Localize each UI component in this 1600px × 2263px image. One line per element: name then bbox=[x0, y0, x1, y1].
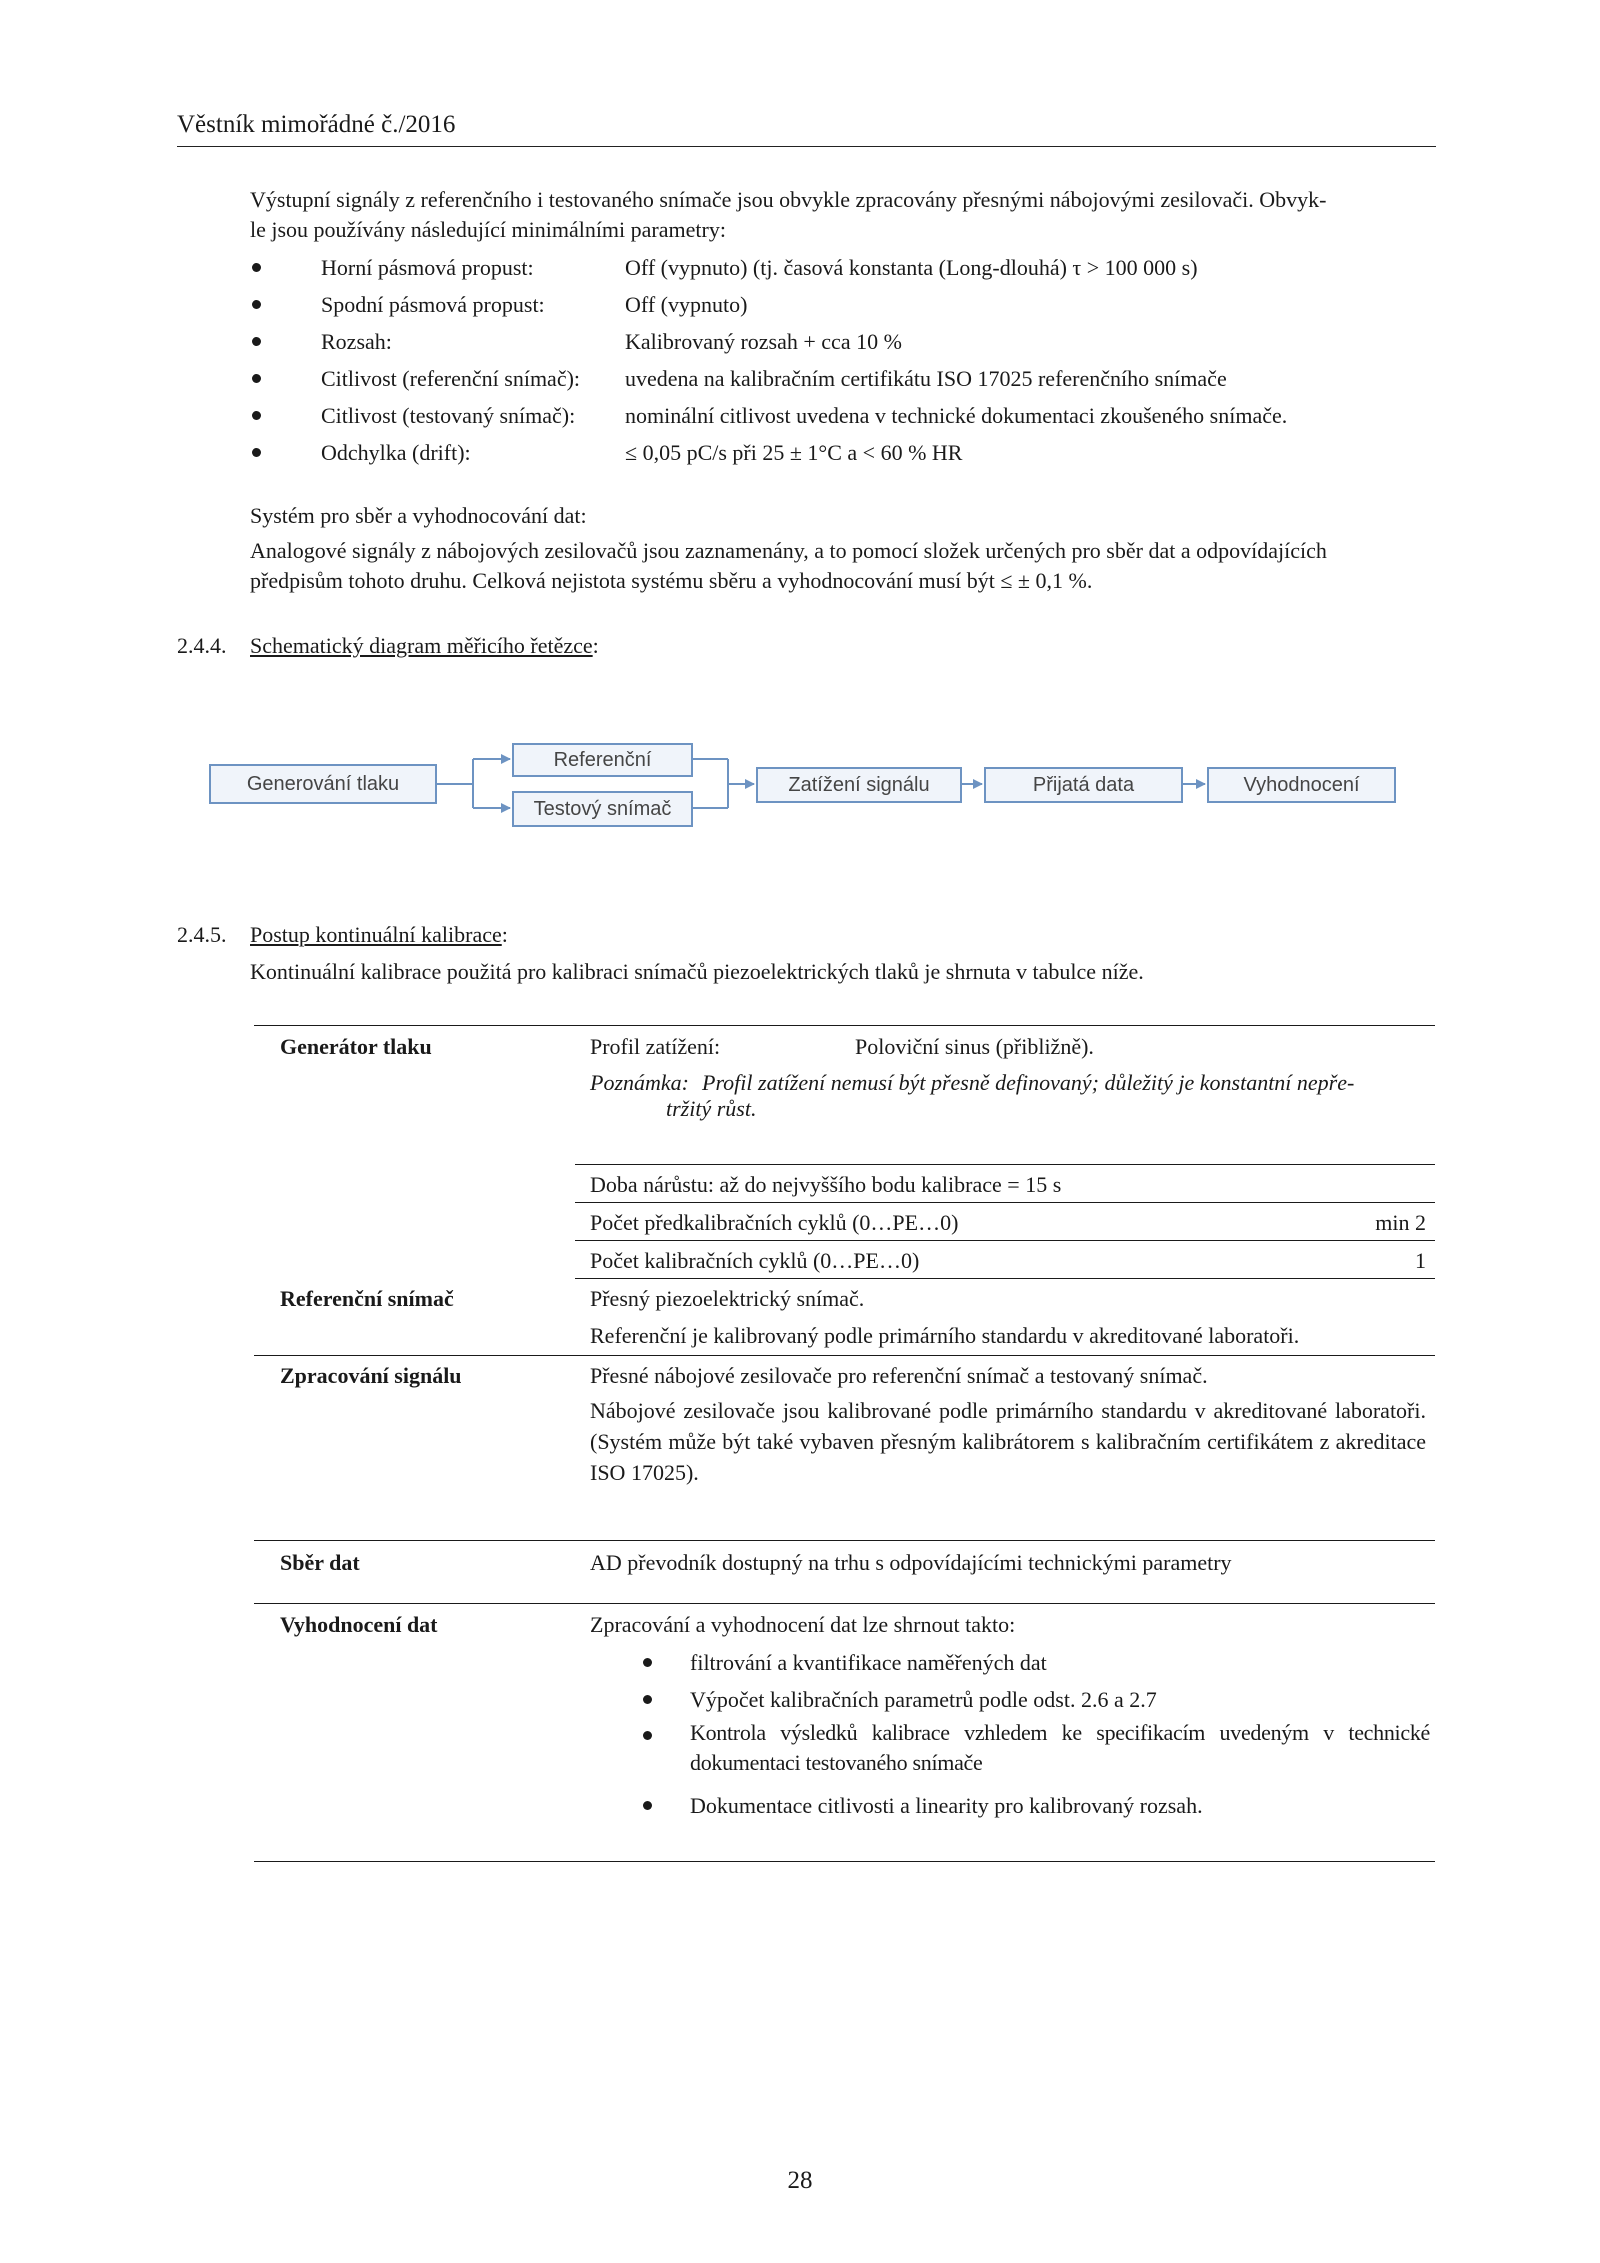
param-value: ≤ 0,05 pC/s při 25 ± 1°C a < 60 % HR bbox=[625, 440, 963, 465]
row-label-processing: Zpracování signálu bbox=[280, 1363, 462, 1388]
rise-time: Doba nárůstu: až do nejvyššího bodu kalibrace = 15 s bbox=[590, 1172, 1062, 1197]
row-label-generator: Generátor tlaku bbox=[280, 1034, 432, 1059]
param-label: Citlivost (referenční snímač): bbox=[321, 366, 581, 391]
bullet-icon bbox=[643, 1731, 652, 1740]
reference-line-2: Referenční je kalibrovaný podle primárního standardu v akreditované laboratoři. bbox=[590, 1323, 1300, 1348]
intro-line-2: le jsou používány následující minimálními parametry: bbox=[250, 217, 726, 242]
table-rule bbox=[254, 1355, 1435, 1356]
daq-line-1: Analogové signály z nábojových zesilovačů jsou zaznamenány, a to pomocí složek určených pro sběr dat a odpovídajících bbox=[250, 538, 1327, 563]
table-rule bbox=[254, 1861, 1435, 1862]
param-label: Spodní pásmová propust: bbox=[321, 292, 545, 317]
table-rule bbox=[575, 1240, 1435, 1241]
evaluation-item: Dokumentace citlivosti a linearity pro kalibrovaný rozsah. bbox=[690, 1793, 1203, 1818]
box-generovani-tlaku: Generování tlaku bbox=[209, 764, 437, 804]
cal-cycles-label: Počet kalibračních cyklů (0…PE…0) bbox=[590, 1248, 920, 1273]
param-value: nominální citlivost uvedena v technické dokumentaci zkoušeného snímače. bbox=[625, 403, 1288, 428]
bullet-icon bbox=[643, 1801, 652, 1810]
processing-paragraph: Nábojové zesilovače jsou kalibrované podle primárního standardu v akreditované laboratoři. (Systém může být také vybaven přesným kalibrátorem s kalibračním certifikátem z akreditace ISO 17025). bbox=[590, 1398, 1426, 1485]
table-rule bbox=[575, 1278, 1435, 1279]
evaluation-item: Kontrola výsledků kalibrace vzhledem ke specifikacím uvedeným v technické dokumentaci testovaného snímače bbox=[690, 1720, 1430, 1775]
param-label: Horní pásmová propust: bbox=[321, 255, 534, 280]
box-referencni: Referenční bbox=[512, 743, 693, 777]
intro-line-1: Výstupní signály z referenčního i testovaného snímače jsou obvykle zpracovány přesnými nábojovými zesilovači. Obvyk- bbox=[250, 187, 1327, 212]
param-value: Off (vypnuto) bbox=[625, 292, 748, 317]
section-title: Postup kontinuální kalibrace bbox=[250, 922, 502, 947]
row-label-acquisition: Sběr dat bbox=[280, 1550, 360, 1575]
evaluation-item: filtrování a kvantifikace naměřených dat bbox=[690, 1650, 1047, 1675]
param-label: Rozsah: bbox=[321, 329, 392, 354]
profile-label: Profil zatížení: bbox=[590, 1034, 721, 1059]
section-number: 2.4.5. bbox=[177, 922, 227, 947]
profile-value: Poloviční sinus (přibližně). bbox=[855, 1034, 1094, 1059]
daq-line-2: předpisům tohoto druhu. Celková nejistota systému sběru a vyhodnocování musí být ≤ ± 0,1 %. bbox=[250, 568, 1093, 593]
evaluation-intro: Zpracování a vyhodnocení dat lze shrnout takto: bbox=[590, 1612, 1016, 1637]
table-rule bbox=[575, 1202, 1435, 1203]
param-value: uvedena na kalibračním certifikátu ISO 17025 referenčního snímače bbox=[625, 366, 1227, 391]
note-line-1: Profil zatížení nemusí být přesně definovaný; důležitý je konstantní nepře- bbox=[702, 1070, 1355, 1095]
box-testovy-snimac: Testový snímač bbox=[512, 791, 693, 827]
bullet-icon bbox=[643, 1695, 652, 1704]
section-title-colon: : bbox=[592, 633, 599, 658]
note-label: Poznámka: bbox=[590, 1070, 689, 1095]
box-prijata-data: Přijatá data bbox=[984, 767, 1183, 803]
daq-heading: Systém pro sběr a vyhodnocování dat: bbox=[250, 503, 587, 528]
row-label-evaluation: Vyhodnocení dat bbox=[280, 1612, 438, 1637]
processing-line-1: Přesné nábojové zesilovače pro referenční snímač a testovaný snímač. bbox=[590, 1363, 1208, 1388]
note-line-2: tržitý růst. bbox=[666, 1096, 757, 1121]
bullet-icon bbox=[643, 1658, 652, 1667]
cal-cycles-value: 1 bbox=[1415, 1248, 1426, 1273]
param-value: Kalibrovaný rozsah + cca 10 % bbox=[625, 329, 902, 354]
section-text: Kontinuální kalibrace použitá pro kalibraci snímačů piezoelektrických tlaků je shrnuta v tabulce níže. bbox=[250, 959, 1144, 984]
table-rule bbox=[575, 1164, 1435, 1165]
table-rule bbox=[254, 1603, 1435, 1604]
section-title-colon: : bbox=[501, 922, 508, 947]
evaluation-item: Výpočet kalibračních parametrů podle odst. 2.6 a 2.7 bbox=[690, 1687, 1157, 1712]
box-vyhodnoceni: Vyhodnocení bbox=[1207, 767, 1396, 803]
page-number: 28 bbox=[787, 2167, 813, 2194]
box-zatizeni-signalu: Zatížení signálu bbox=[756, 767, 962, 803]
table-rule bbox=[254, 1025, 1435, 1026]
running-header: Věstník mimořádné č./2016 bbox=[177, 111, 456, 138]
section-title: Schematický diagram měřicího řetězce bbox=[250, 633, 593, 658]
section-heading bbox=[250, 917, 508, 953]
row-label-reference: Referenční snímač bbox=[280, 1286, 454, 1311]
section-number: 2.4.4. bbox=[177, 633, 227, 658]
reference-line-1: Přesný piezoelektrický snímač. bbox=[590, 1286, 865, 1311]
param-label: Odchylka (drift): bbox=[321, 440, 471, 465]
param-label: Citlivost (testovaný snímač): bbox=[321, 403, 576, 428]
precal-cycles-label: Počet předkalibračních cyklů (0…PE…0) bbox=[590, 1210, 959, 1235]
param-value: Off (vypnuto) (tj. časová konstanta (Long-dlouhá) τ > 100 000 s) bbox=[625, 255, 1198, 280]
acquisition-text: AD převodník dostupný na trhu s odpovídajícími technickými parametry bbox=[590, 1550, 1232, 1575]
table-rule bbox=[254, 1540, 1435, 1541]
precal-cycles-value: min 2 bbox=[1375, 1210, 1426, 1235]
